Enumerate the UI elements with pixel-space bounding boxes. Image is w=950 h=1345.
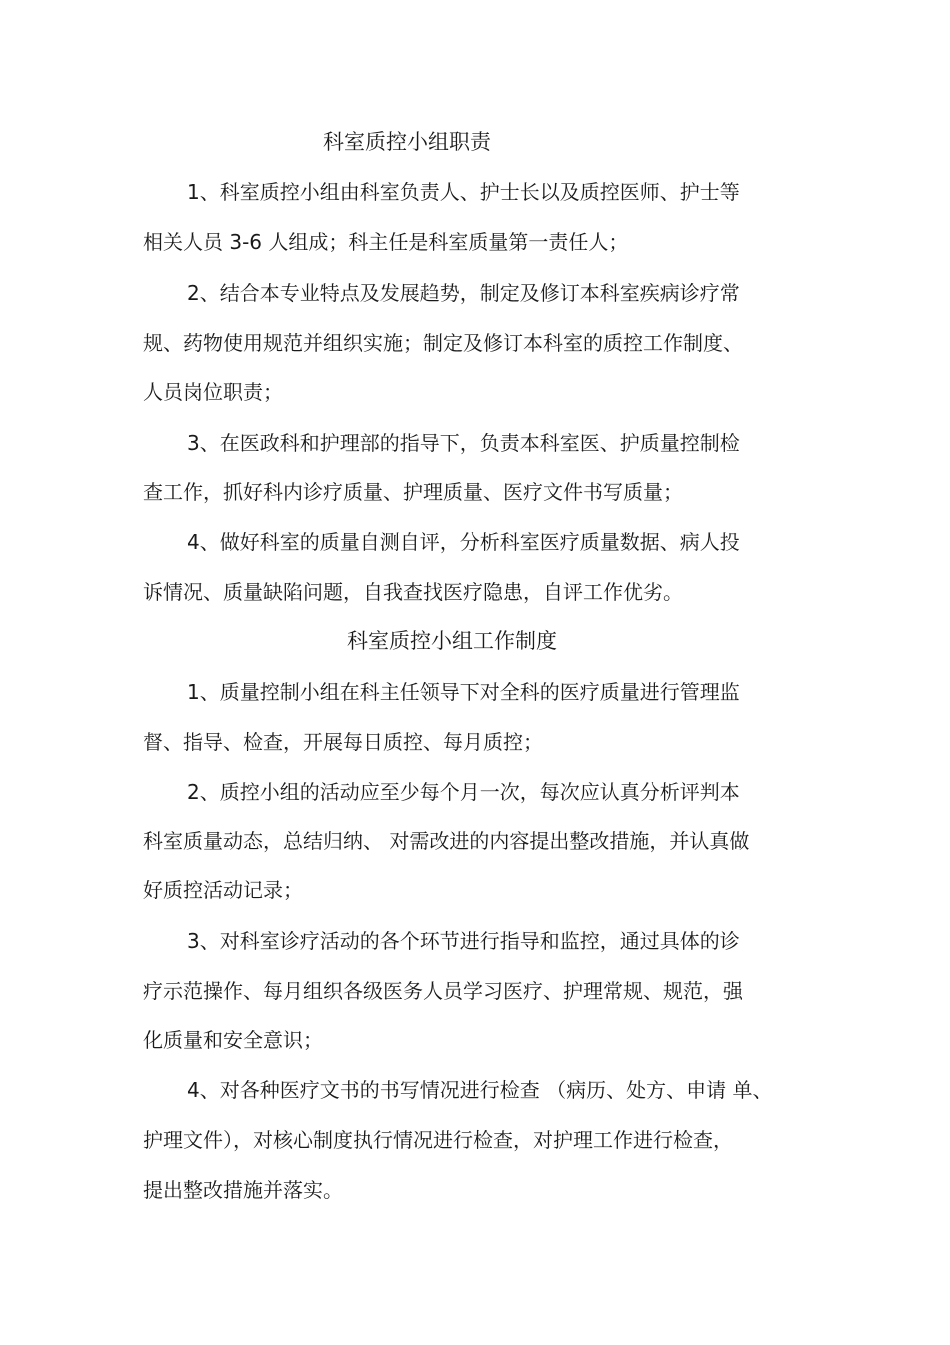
section-2-line-4: 科室质量动态，总结归纳、 对需改进的内容提出整改措施，并认真做 (143, 829, 750, 853)
section-1-line-5: 人员岗位职责； (143, 380, 283, 404)
section-2-line-2: 督、指导、检查，开展每日质控、每月质控； (143, 730, 543, 754)
section-2-line-1: 1、质量控制小组在科主任领导下对全科的医疗质量进行管理监 (187, 680, 740, 704)
section-2-line-3: 2、质控小组的活动应至少每个月一次，每次应认真分析评判本 (187, 780, 740, 804)
section-2-line-5: 好质控活动记录； (143, 878, 303, 902)
section-1-title: 科室质控小组职责 (323, 130, 491, 154)
section-2-line-8: 化质量和安全意识； (143, 1028, 323, 1052)
section-1-line-6: 3、在医政科和护理部的指导下，负责本科室医、护质量控制检 (187, 431, 740, 455)
section-2-title: 科室质控小组工作制度 (347, 629, 557, 653)
section-2-line-10: 护理文件），对核心制度执行情况进行检查，对护理工作进行检查， (143, 1128, 733, 1152)
section-2-line-9: 4、对各种医疗文书的书写情况进行检查 （病历、处方、申请 单、 (187, 1078, 773, 1102)
section-1-line-7: 查工作，抓好科内诊疗质量、护理质量、医疗文件书写质量； (143, 480, 683, 504)
section-1-line-3: 2、结合本专业特点及发展趋势，制定及修订本科室疾病诊疗常 (187, 281, 740, 305)
section-1-line-8: 4、做好科室的质量自测自评，分析科室医疗质量数据、病人投 (187, 530, 740, 554)
section-1-line-1: 1、科室质控小组由科室负责人、护士长以及质控医师、护士等 (187, 180, 740, 204)
section-2-line-6: 3、对科室诊疗活动的各个环节进行指导和监控，通过具体的诊 (187, 929, 740, 953)
section-1-line-4: 规、药物使用规范并组织实施；制定及修订本科室的质控工作制度、 (143, 331, 743, 355)
section-1-line-2: 相关人员 3-6 人组成；科主任是科室质量第一责任人； (143, 230, 629, 254)
section-2-line-7: 疗示范操作、每月组织各级医务人员学习医疗、护理常规、规范，强 (143, 979, 743, 1003)
section-2-line-11: 提出整改措施并落实。 (143, 1178, 343, 1202)
section-1-line-9: 诉情况、质量缺陷问题，自我查找医疗隐患，自评工作优劣。 (143, 580, 683, 604)
